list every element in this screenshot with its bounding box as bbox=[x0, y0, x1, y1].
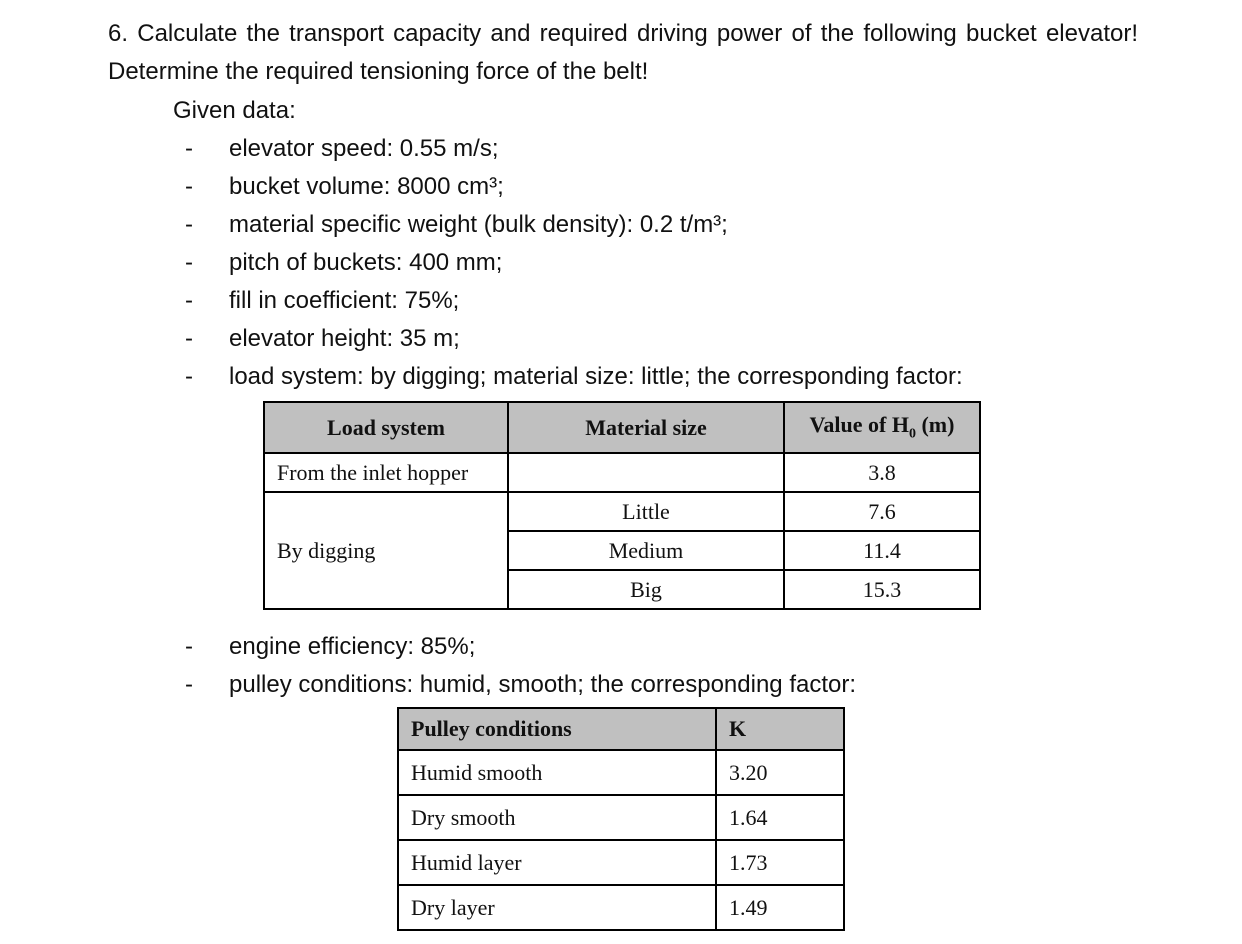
list-item-text: engine efficiency: 85%; bbox=[229, 633, 476, 660]
given-data-list bbox=[0, 130, 1242, 396]
header-subscript: 0 bbox=[908, 426, 916, 442]
table-cell: Big bbox=[508, 570, 784, 609]
bullet-dash: - bbox=[185, 211, 193, 238]
table-row bbox=[264, 492, 980, 531]
table-cell: 1.64 bbox=[716, 795, 844, 840]
table-row bbox=[398, 885, 844, 930]
table-row bbox=[398, 750, 844, 795]
pulley-conditions-table bbox=[397, 707, 845, 931]
list-item bbox=[0, 628, 1242, 666]
list-item-text: elevator height: 35 m; bbox=[229, 325, 460, 352]
table-row bbox=[398, 840, 844, 885]
table-cell: Little bbox=[508, 492, 784, 531]
table-cell: From the inlet hopper bbox=[264, 453, 508, 492]
header-unit: (m) bbox=[915, 412, 955, 438]
table-header-row bbox=[264, 402, 980, 453]
table-cell: Humid smooth bbox=[398, 750, 716, 795]
table-cell: 11.4 bbox=[784, 531, 980, 570]
list-item bbox=[0, 666, 1242, 704]
table-cell: Dry smooth bbox=[398, 795, 716, 840]
table-cell: Medium bbox=[508, 531, 784, 570]
table-cell: 15.3 bbox=[784, 570, 980, 609]
bullet-dash: - bbox=[185, 173, 193, 200]
table-cell: By digging bbox=[264, 492, 508, 609]
list-item-text: load system: by digging; material size: little; the corresponding factor: bbox=[229, 363, 963, 390]
bullet-dash: - bbox=[185, 633, 193, 660]
header-text: Value of H bbox=[809, 412, 909, 438]
bullet-dash: - bbox=[185, 671, 193, 698]
table-cell: 1.49 bbox=[716, 885, 844, 930]
list-item bbox=[0, 206, 1242, 244]
list-item-text: bucket volume: 8000 cm³; bbox=[229, 173, 504, 200]
list-item-text: elevator speed: 0.55 m/s; bbox=[229, 135, 499, 162]
table-cell: 3.20 bbox=[716, 750, 844, 795]
load-system-table bbox=[263, 401, 981, 610]
list-item-text: pulley conditions: humid, smooth; the corresponding factor: bbox=[229, 671, 857, 698]
bullet-dash: - bbox=[185, 363, 193, 390]
table-row bbox=[398, 795, 844, 840]
given-data-list-continued bbox=[0, 628, 1242, 704]
list-item bbox=[0, 168, 1242, 206]
list-item bbox=[0, 282, 1242, 320]
table-cell: Humid layer bbox=[398, 840, 716, 885]
column-header-k: K bbox=[716, 708, 844, 750]
list-item-text: material specific weight (bulk density): 0.2 t/m³; bbox=[229, 211, 728, 238]
table-row bbox=[264, 453, 980, 492]
table-cell: 7.6 bbox=[784, 492, 980, 531]
table-header-row bbox=[398, 708, 844, 750]
column-header-material-size: Material size bbox=[508, 402, 784, 453]
list-item bbox=[0, 358, 1242, 396]
given-data-label: Given data: bbox=[173, 97, 296, 124]
table-cell: 1.73 bbox=[716, 840, 844, 885]
table-cell: Dry layer bbox=[398, 885, 716, 930]
list-item bbox=[0, 320, 1242, 358]
bullet-dash: - bbox=[185, 249, 193, 276]
bullet-dash: - bbox=[185, 325, 193, 352]
bullet-dash: - bbox=[185, 287, 193, 314]
table-cell: 3.8 bbox=[784, 453, 980, 492]
list-item-text: pitch of buckets: 400 mm; bbox=[229, 249, 503, 276]
list-item bbox=[0, 244, 1242, 282]
problem-statement: 6. Calculate the transport capacity and required driving power of the following bucket elevator! Determine the required tensioning force of the belt! bbox=[108, 20, 1138, 85]
column-header-load-system: Load system bbox=[264, 402, 508, 453]
table-cell bbox=[508, 453, 784, 492]
list-item-text: fill in coefficient: 75%; bbox=[229, 287, 460, 314]
bullet-dash: - bbox=[185, 135, 193, 162]
column-header-pulley-conditions: Pulley conditions bbox=[398, 708, 716, 750]
list-item bbox=[0, 130, 1242, 168]
column-header-value-h0 bbox=[784, 402, 980, 453]
